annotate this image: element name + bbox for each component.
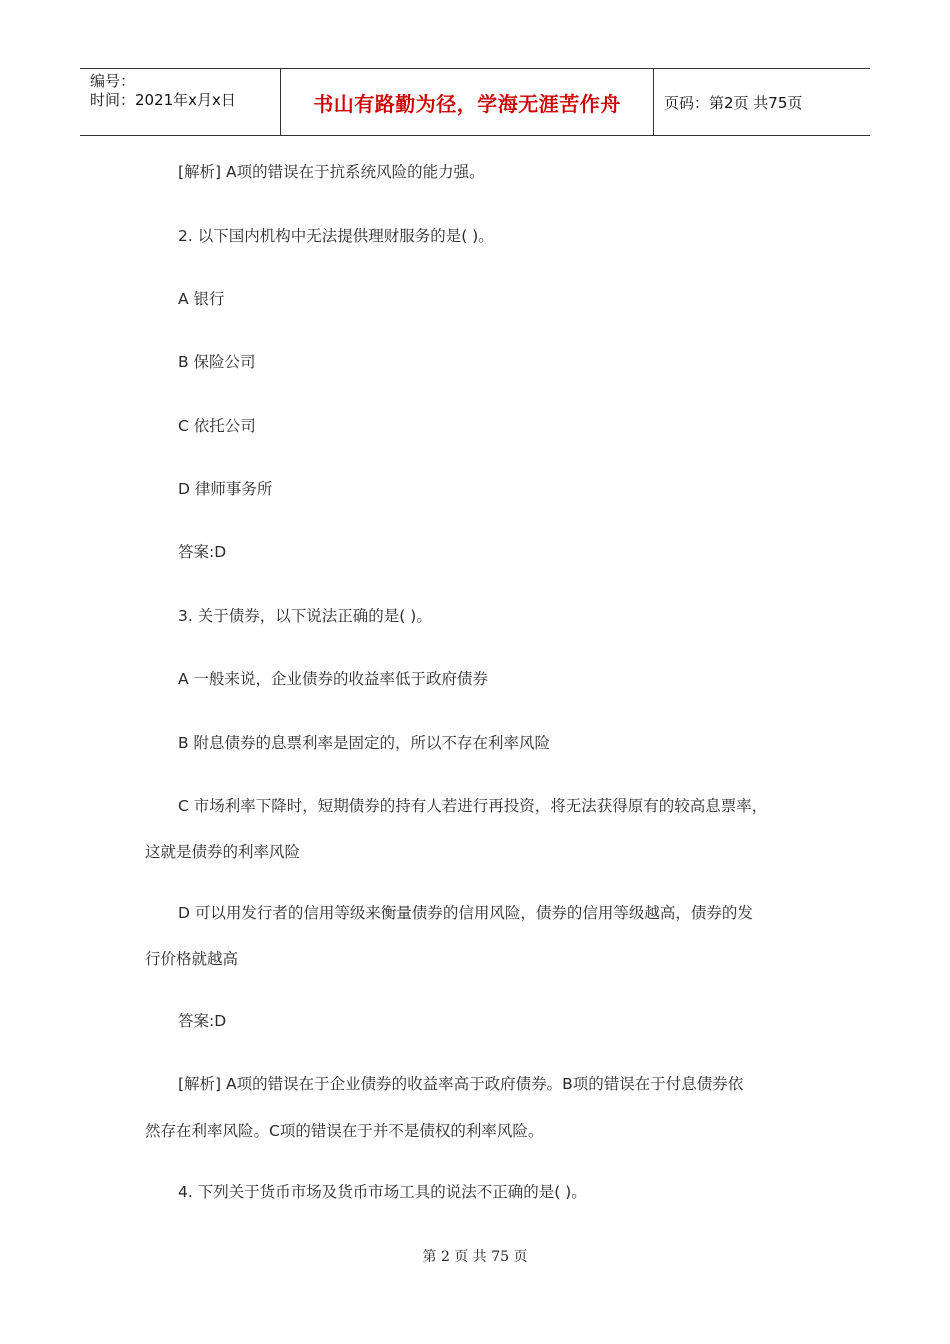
q3-option-a: A 一般来说，企业债券的收益率低于政府债券 — [178, 670, 489, 688]
q3-option-b: B 附息债券的息票利率是固定的，所以不存在利率风险 — [178, 734, 551, 752]
page-footer: 第 2 页 共 75 页 — [422, 1249, 528, 1265]
header-page-label: 页码：第2页 共75页 — [664, 93, 803, 112]
header-motto-cell — [281, 69, 654, 135]
q2-option-b: B 保险公司 — [178, 353, 256, 371]
q2-option-a: A 银行 — [178, 290, 225, 308]
q3-option-d-line2: 行价格就越高 — [145, 950, 239, 968]
analysis-q1: [解析] A项的错误在于抗系统风险的能力强。 — [178, 163, 485, 181]
question-2: 2. 以下国内机构中无法提供理财服务的是( )。 — [178, 227, 494, 245]
q2-answer: 答案:D — [178, 543, 227, 561]
serial-label: 编号： — [90, 72, 136, 90]
q3-answer: 答案:D — [178, 1012, 227, 1030]
q3-option-c-line1: C 市场利率下降时，短期债券的持有人若进行再投资，将无法获得原有的较高息票率， — [178, 797, 768, 815]
q3-option-d-line1: D 可以用发行者的信用等级来衡量债券的信用风险，债券的信用等级越高，债券的发 — [178, 904, 753, 922]
q3-option-c-line2: 这就是债券的利率风险 — [145, 843, 301, 861]
header-motto: 书山有路勤为径，学海无涯苦作舟 — [313, 91, 621, 116]
analysis-q3-line2: 然存在利率风险。C项的错误在于并不是债权的利率风险。 — [145, 1122, 544, 1140]
q2-option-c: C 依托公司 — [178, 417, 256, 435]
analysis-q3-line1: [解析] A项的错误在于企业债券的收益率高于政府债券。B项的错误在于付息债券依 — [178, 1075, 744, 1093]
document-header — [80, 68, 870, 136]
header-meta — [80, 69, 281, 135]
header-page-cell — [654, 69, 870, 135]
question-4: 4. 下列关于货币市场及货币市场工具的说法不正确的是( )。 — [178, 1183, 587, 1201]
q2-option-d: D 律师事务所 — [178, 480, 273, 498]
date-label: 时间：2021年x月x日 — [90, 91, 236, 109]
question-3: 3. 关于债券，以下说法正确的是( )。 — [178, 607, 432, 625]
